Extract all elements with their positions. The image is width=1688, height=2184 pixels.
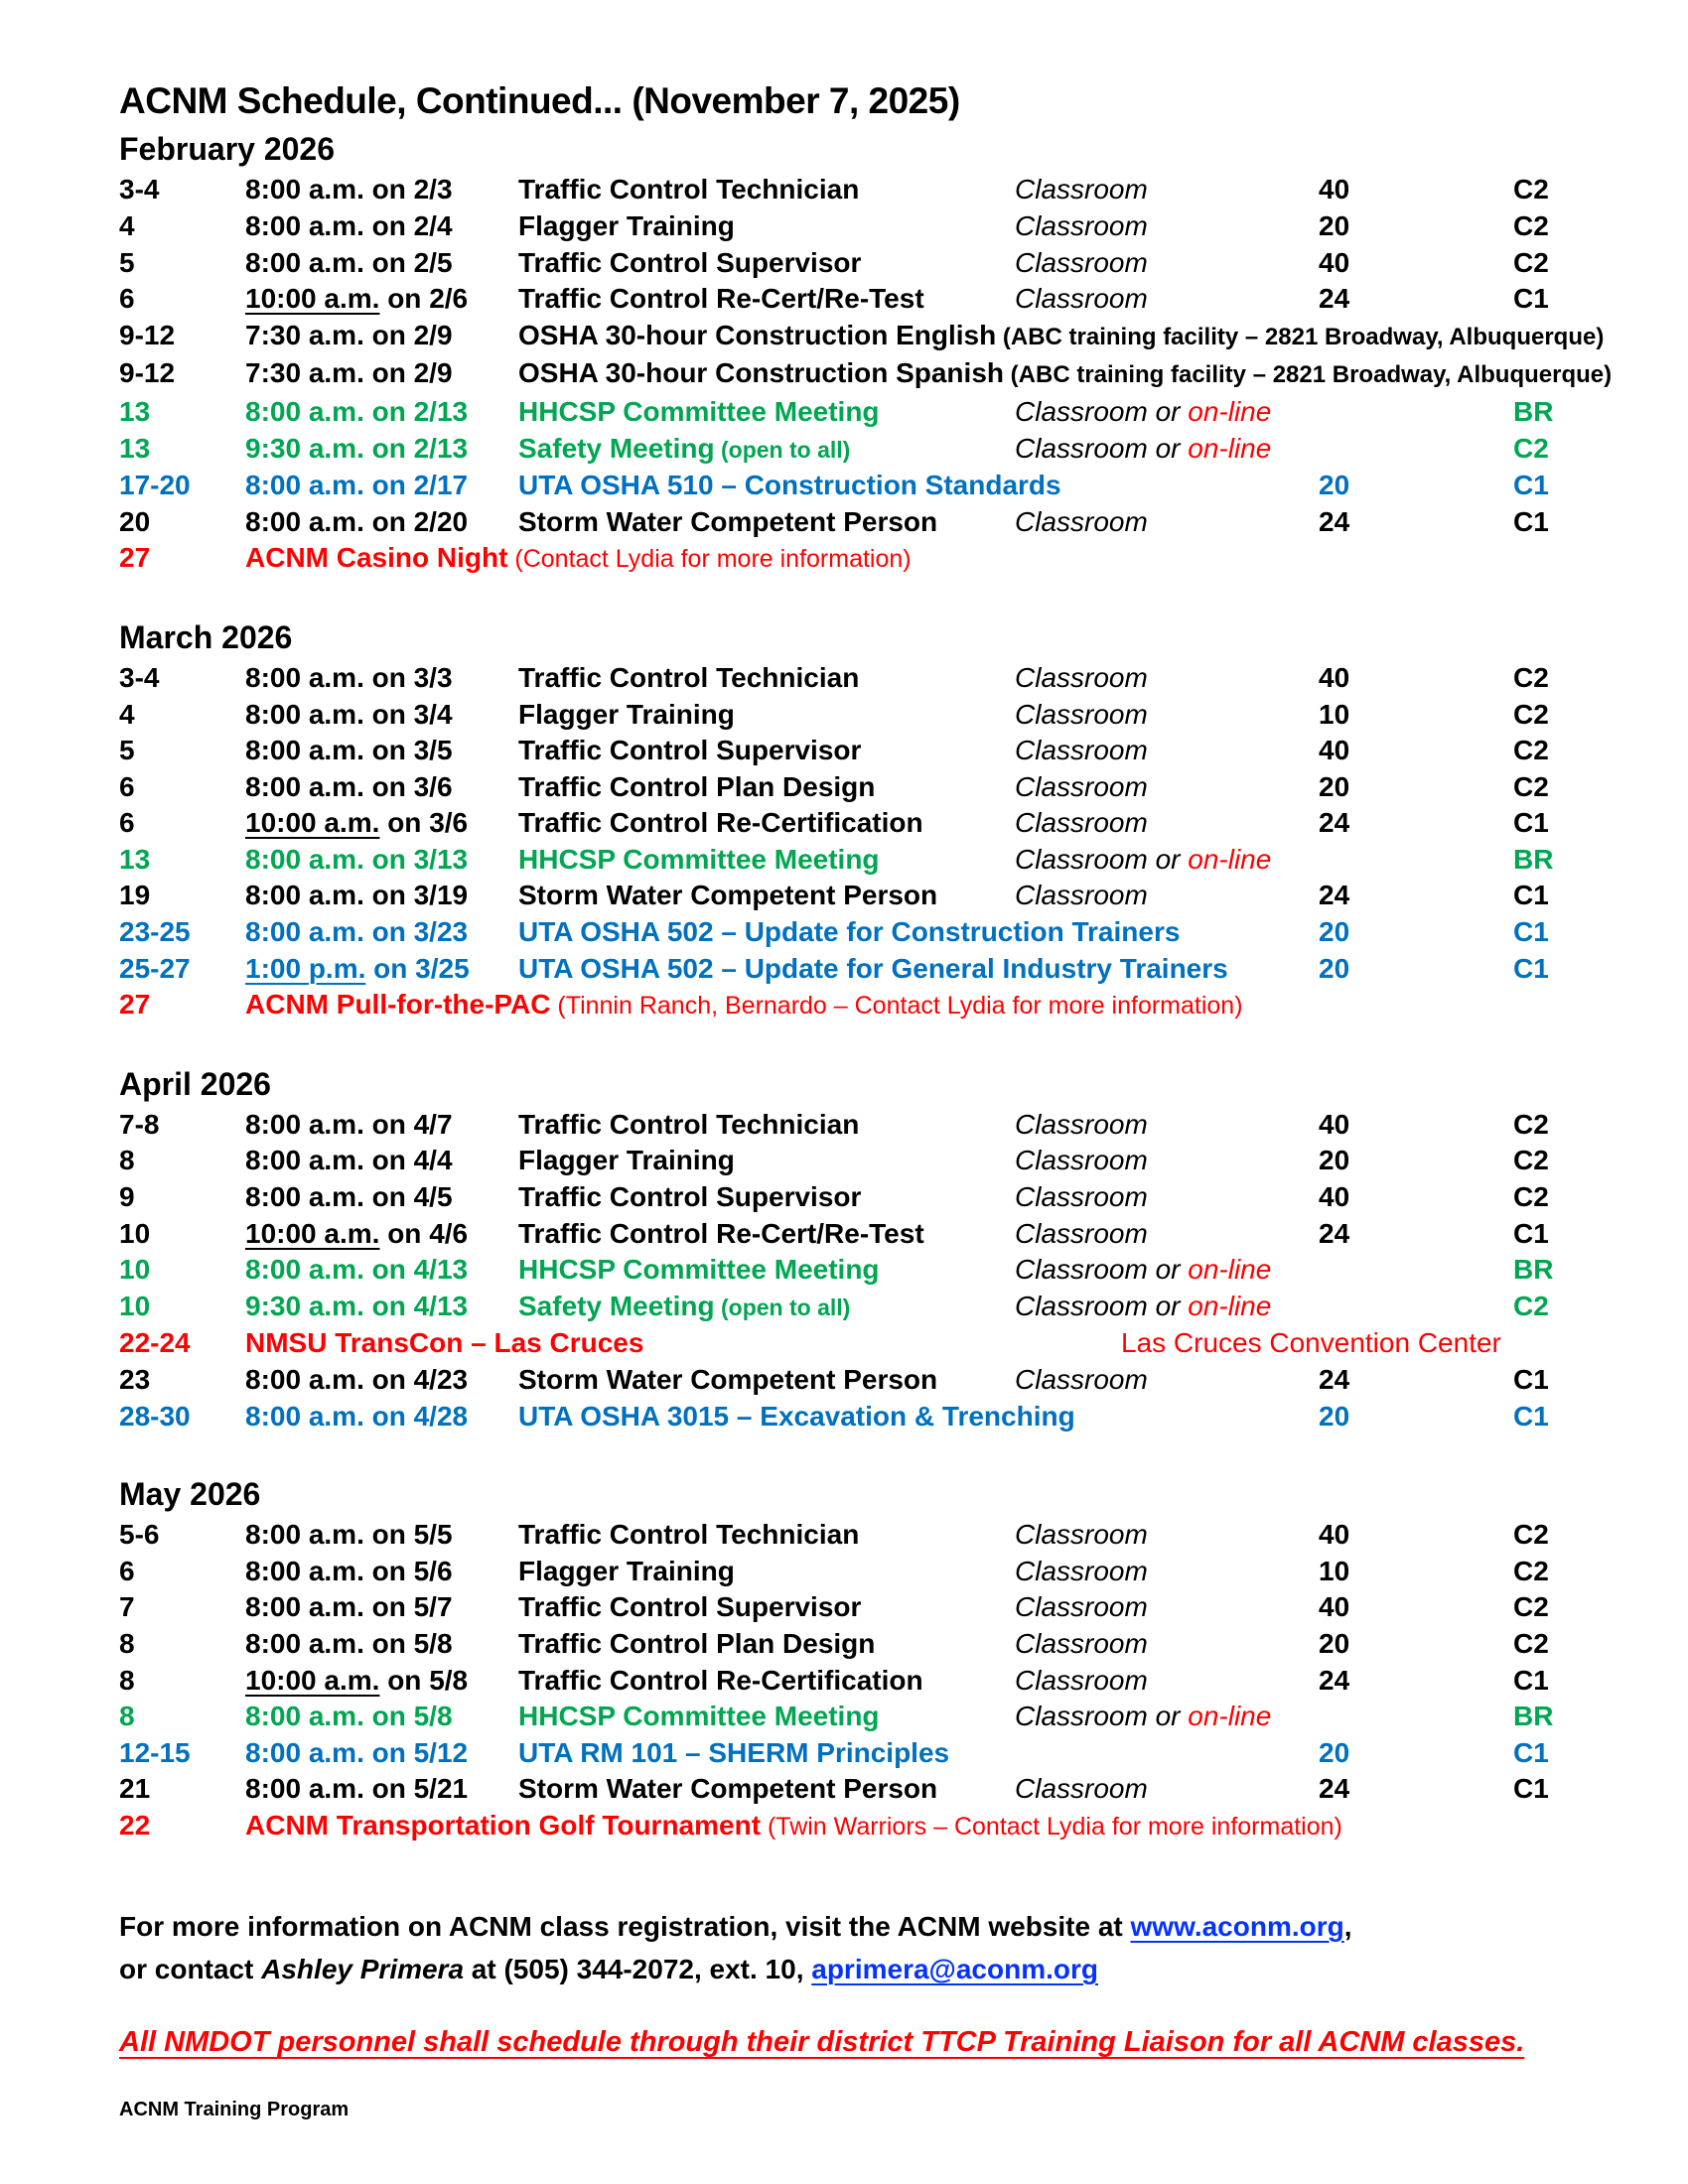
room-code-cell: BR	[1513, 1701, 1554, 1732]
seats-cell: 20	[1319, 1736, 1350, 1768]
time-cell: 8:00 a.m. on 2/17	[245, 470, 469, 501]
room-code-cell: C1	[1513, 1217, 1549, 1249]
course-name-cell: Traffic Control Re-Certification	[518, 807, 923, 839]
time-cell: 8:00 a.m. on 3/3	[245, 661, 453, 693]
underlined-time: 10:00 a.m.	[245, 807, 380, 839]
location-cell: Classroom or on-line	[1015, 843, 1272, 875]
time-cell: 8:00 a.m. on 2/20	[245, 505, 469, 537]
room-code-cell: C2	[1513, 1555, 1549, 1586]
schedule-row	[119, 914, 1569, 951]
location-cell: Classroom or on-line	[1015, 395, 1272, 427]
underlined-time: 10:00 a.m.	[245, 1217, 380, 1249]
schedule-row	[119, 769, 1569, 806]
date-cell: 25-27	[119, 952, 191, 984]
schedule-row	[119, 1589, 1569, 1626]
time-cell: 8:00 a.m. on 5/8	[245, 1701, 453, 1732]
date-cell: 13	[119, 843, 151, 875]
date-cell: 10	[119, 1290, 151, 1321]
info-line-2	[119, 1948, 1569, 1990]
date-cell: 4	[119, 209, 135, 241]
date-cell: 9-12	[119, 357, 176, 389]
event-note: (Twin Warriors – Contact Lydia for more information)	[761, 1812, 1342, 1841]
date-cell: 21	[119, 1773, 151, 1805]
page-title: ACNM Schedule, Continued... (November 7, 2025)	[119, 80, 960, 121]
seats-cell: 20	[1319, 470, 1350, 501]
seats-cell: 40	[1319, 735, 1350, 766]
online-label: on-line	[1188, 843, 1272, 875]
date-cell: 13	[119, 432, 151, 464]
time-cell: 10:00 a.m. on 4/6	[245, 1217, 469, 1249]
seats-cell: 10	[1319, 1555, 1350, 1586]
date-cell: 5	[119, 735, 135, 766]
location-cell: Classroom	[1015, 661, 1148, 693]
underlined-time: 10:00 a.m.	[245, 1664, 380, 1696]
contact-mid-text: at (505) 344-2072, ext. 10,	[464, 1953, 812, 1984]
time-cell: 8:00 a.m. on 4/23	[245, 1364, 469, 1396]
schedule-rows	[119, 660, 1569, 1024]
course-note: (ABC training facility – 2821 Broadway, Albuquerque)	[996, 323, 1605, 350]
time-cell: 10:00 a.m. on 3/6	[245, 807, 469, 839]
underlined-time: 10:00 a.m.	[245, 283, 380, 315]
location-cell: Classroom or on-line	[1015, 1290, 1272, 1321]
date-cell: 23	[119, 1364, 151, 1396]
course-name-cell: UTA OSHA 502 – Update for General Industry Trainers	[518, 952, 1228, 984]
month-section	[119, 617, 1569, 1024]
registration-info	[119, 1905, 1569, 1990]
course-name-cell: HHCSP Committee Meeting	[518, 1701, 880, 1732]
schedule-rows	[119, 1517, 1569, 1844]
event-row	[119, 540, 1569, 578]
online-label: on-line	[1188, 395, 1272, 427]
room-code-cell: C2	[1513, 770, 1549, 802]
date-cell: 9	[119, 1181, 135, 1213]
course-name-cell: Flagger Training	[518, 1145, 735, 1176]
location-cell: Classroom or on-line	[1015, 1701, 1272, 1732]
online-label: on-line	[1188, 432, 1272, 464]
info-line1-text: For more information on ACNM class registration, visit the ACNM website at	[119, 1910, 1131, 1942]
course-name-cell: Traffic Control Technician	[518, 174, 860, 205]
seats-cell: 24	[1319, 1773, 1350, 1805]
location-cell: Classroom	[1015, 283, 1148, 315]
course-name-cell: UTA OSHA 510 – Construction Standards	[518, 470, 1061, 501]
time-cell: 10:00 a.m. on 2/6	[245, 283, 469, 315]
course-name-cell: Safety Meeting (open to all)	[518, 432, 851, 464]
course-name-cell: OSHA 30-hour Construction English (ABC training facility – 2821 Broadway, Albuquerque)	[518, 319, 1605, 350]
schedule-row	[119, 208, 1569, 245]
room-code-cell: C2	[1513, 735, 1549, 766]
location-cell: Classroom	[1015, 1217, 1148, 1249]
time-cell: 8:00 a.m. on 5/7	[245, 1591, 453, 1623]
date-cell: 6	[119, 283, 135, 315]
room-code-cell: BR	[1513, 395, 1554, 427]
course-name-cell: Traffic Control Technician	[518, 661, 860, 693]
date-cell: 20	[119, 505, 151, 537]
room-code-cell: BR	[1513, 1254, 1554, 1286]
location-cell: Classroom	[1015, 1773, 1148, 1805]
nmdot-disclaimer: All NMDOT personnel shall schedule through their district TTCP Training Liaison for all ACNM classes.	[119, 2025, 1525, 2058]
schedule-row	[119, 1289, 1569, 1326]
time-cell: 8:00 a.m. on 2/5	[245, 246, 453, 278]
schedule-row	[119, 1362, 1569, 1399]
time-cell: 8:00 a.m. on 2/4	[245, 209, 453, 241]
course-name-cell: Traffic Control Technician	[518, 1519, 860, 1551]
course-name-cell: HHCSP Committee Meeting	[518, 843, 880, 875]
time-cell: 1:00 p.m. on 3/25	[245, 952, 470, 984]
location-cell: Classroom or on-line	[1015, 432, 1272, 464]
seats-cell: 20	[1319, 1627, 1350, 1659]
time-cell: 8:00 a.m. on 4/5	[245, 1181, 453, 1213]
time-cell: 8:00 a.m. on 3/5	[245, 735, 453, 766]
seats-cell: 40	[1319, 1519, 1350, 1551]
seats-cell: 40	[1319, 174, 1350, 205]
event-title-cell: ACNM Pull-for-the-PAC (Tinnin Ranch, Bernardo – Contact Lydia for more information)	[245, 989, 1243, 1021]
room-code-cell: C1	[1513, 1664, 1549, 1696]
course-name-cell: OSHA 30-hour Construction Spanish (ABC training facility – 2821 Broadway, Albuquerque)	[518, 357, 1613, 389]
seats-cell: 40	[1319, 246, 1350, 278]
event-row	[119, 987, 1569, 1024]
course-name-cell: Traffic Control Re-Certification	[518, 1664, 923, 1696]
room-code-cell: C2	[1513, 1627, 1549, 1659]
course-name-cell: Traffic Control Supervisor	[518, 246, 862, 278]
date-cell: 27	[119, 989, 151, 1021]
course-name-cell: Flagger Training	[518, 698, 735, 730]
event-note: (Contact Lydia for more information)	[507, 545, 912, 574]
course-name-cell: UTA RM 101 – SHERM Principles	[518, 1736, 950, 1768]
date-cell: 22-24	[119, 1327, 191, 1359]
course-name-cell: Storm Water Competent Person	[518, 1364, 938, 1396]
date-cell: 28-30	[119, 1400, 191, 1432]
info-line-1	[119, 1905, 1569, 1948]
date-cell: 4	[119, 698, 135, 730]
section-heading: April 2026	[119, 1065, 271, 1102]
seats-cell: 24	[1319, 505, 1350, 537]
schedule-sections	[119, 129, 1613, 1844]
location-cell: Classroom	[1015, 807, 1148, 839]
date-cell: 6	[119, 807, 135, 839]
month-section	[119, 129, 1613, 578]
room-code-cell: C2	[1513, 174, 1549, 205]
schedule-row	[119, 697, 1569, 734]
date-cell: 6	[119, 770, 135, 802]
time-cell: 8:00 a.m. on 3/4	[245, 698, 453, 730]
seats-cell: 20	[1319, 1400, 1350, 1432]
date-cell: 27	[119, 542, 151, 574]
room-code-cell: BR	[1513, 843, 1554, 875]
schedule-row	[119, 318, 1605, 356]
room-code-cell: C1	[1513, 916, 1549, 948]
time-cell: 8:00 a.m. on 2/13	[245, 395, 469, 427]
location-cell: Classroom	[1015, 505, 1148, 537]
location-cell: Classroom	[1015, 1591, 1148, 1623]
schedule-row	[119, 1179, 1569, 1216]
time-cell: 7:30 a.m. on 2/9	[245, 357, 453, 389]
time-cell: 8:00 a.m. on 4/4	[245, 1145, 453, 1176]
seats-cell: 40	[1319, 1181, 1350, 1213]
room-code-cell: C1	[1513, 1364, 1549, 1396]
month-section	[119, 1064, 1569, 1434]
location-cell: Classroom	[1015, 735, 1148, 766]
location-cell: Classroom	[1015, 1145, 1148, 1176]
location-cell: Classroom	[1015, 1664, 1148, 1696]
seats-cell: 20	[1319, 770, 1350, 802]
event-note: (Tinnin Ranch, Bernardo – Contact Lydia for more information)	[550, 992, 1243, 1021]
room-code-cell: C1	[1513, 807, 1549, 839]
room-code-cell: C2	[1513, 432, 1549, 464]
time-cell: 9:30 a.m. on 2/13	[245, 432, 469, 464]
course-name-cell: Traffic Control Plan Design	[518, 1627, 876, 1659]
time-cell: 8:00 a.m. on 3/13	[245, 843, 469, 875]
time-cell: 8:00 a.m. on 5/5	[245, 1519, 453, 1551]
event-venue-cell: Las Cruces Convention Center	[1121, 1327, 1501, 1359]
location-cell: Classroom	[1015, 209, 1148, 241]
room-code-cell: C2	[1513, 1145, 1549, 1176]
underlined-time: 1:00 p.m.	[245, 952, 366, 984]
event-title-cell: NMSU TransCon – Las Cruces	[245, 1327, 644, 1359]
seats-cell: 40	[1319, 1108, 1350, 1140]
course-name-cell: Safety Meeting (open to all)	[518, 1290, 851, 1321]
date-cell: 7	[119, 1591, 135, 1623]
location-cell: Classroom	[1015, 1181, 1148, 1213]
course-name-cell: HHCSP Committee Meeting	[518, 395, 880, 427]
schedule-row	[119, 733, 1569, 769]
date-cell: 8	[119, 1145, 135, 1176]
date-cell: 8	[119, 1627, 135, 1659]
schedule-row	[119, 1699, 1569, 1735]
online-label: on-line	[1188, 1290, 1272, 1321]
schedule-row	[119, 1517, 1569, 1554]
seats-cell: 24	[1319, 807, 1350, 839]
seats-cell: 40	[1319, 1591, 1350, 1623]
course-name-cell: Flagger Training	[518, 1555, 735, 1586]
event-row	[119, 1325, 1569, 1362]
course-name-cell: Traffic Control Supervisor	[518, 735, 862, 766]
schedule-row	[119, 1252, 1569, 1289]
location-cell: Classroom	[1015, 770, 1148, 802]
time-cell: 8:00 a.m. on 5/6	[245, 1555, 453, 1586]
time-cell: 8:00 a.m. on 3/23	[245, 916, 469, 948]
schedule-row	[119, 1216, 1569, 1253]
time-cell: 8:00 a.m. on 5/8	[245, 1627, 453, 1659]
schedule-row	[119, 172, 1569, 208]
course-name-cell: Traffic Control Technician	[518, 1108, 860, 1140]
schedule-row	[119, 878, 1569, 914]
location-cell: Classroom	[1015, 1627, 1148, 1659]
room-code-cell: C1	[1513, 1400, 1549, 1432]
schedule-row	[119, 355, 1613, 394]
date-cell: 8	[119, 1664, 135, 1696]
date-cell: 3-4	[119, 661, 160, 693]
seats-cell: 40	[1319, 661, 1350, 693]
event-title-cell: ACNM Casino Night (Contact Lydia for more information)	[245, 542, 912, 574]
room-code-cell: C2	[1513, 1181, 1549, 1213]
section-heading: May 2026	[119, 1476, 261, 1513]
course-note: (ABC training facility – 2821 Broadway, Albuquerque)	[1004, 361, 1613, 389]
time-cell: 8:00 a.m. on 5/12	[245, 1736, 469, 1768]
acnm-website-link[interactable]: www.aconm.org	[1130, 1910, 1344, 1942]
room-code-cell: C2	[1513, 1591, 1549, 1623]
seats-cell: 20	[1319, 1145, 1350, 1176]
course-name-cell: UTA OSHA 3015 – Excavation & Trenching	[518, 1400, 1075, 1432]
room-code-cell: C2	[1513, 1108, 1549, 1140]
date-cell: 7-8	[119, 1108, 160, 1140]
course-name-cell: Storm Water Competent Person	[518, 505, 938, 537]
section-heading: February 2026	[119, 131, 336, 168]
schedule-row	[119, 468, 1569, 504]
course-note: (open to all)	[714, 436, 851, 463]
course-name-cell: Traffic Control Plan Design	[518, 770, 876, 802]
date-cell: 13	[119, 395, 151, 427]
location-cell: Classroom	[1015, 1555, 1148, 1586]
course-name-cell: HHCSP Committee Meeting	[518, 1254, 880, 1286]
date-cell: 3-4	[119, 174, 160, 205]
room-code-cell: C1	[1513, 470, 1549, 501]
time-cell: 8:00 a.m. on 5/21	[245, 1773, 469, 1805]
date-cell: 5-6	[119, 1519, 160, 1551]
schedule-row	[119, 1735, 1569, 1772]
online-label: on-line	[1188, 1701, 1272, 1732]
date-cell: 19	[119, 880, 151, 911]
date-cell: 8	[119, 1701, 135, 1732]
online-label: on-line	[1188, 1254, 1272, 1286]
room-code-cell: C2	[1513, 1290, 1549, 1321]
time-cell: 8:00 a.m. on 4/7	[245, 1108, 453, 1140]
seats-cell: 24	[1319, 1217, 1350, 1249]
date-cell: 5	[119, 246, 135, 278]
course-name-cell: Traffic Control Supervisor	[518, 1181, 862, 1213]
course-name-cell: UTA OSHA 502 – Update for Construction Trainers	[518, 916, 1181, 948]
contact-name: Ashley Primera	[261, 1953, 465, 1984]
location-cell: Classroom	[1015, 880, 1148, 911]
schedule-rows	[119, 172, 1613, 578]
schedule-row	[119, 281, 1569, 318]
program-footer: ACNM Training Program	[119, 2098, 350, 2120]
seats-cell: 24	[1319, 283, 1350, 315]
time-cell: 7:30 a.m. on 2/9	[245, 319, 453, 350]
seats-cell: 10	[1319, 698, 1350, 730]
section-heading: March 2026	[119, 618, 293, 655]
room-code-cell: C1	[1513, 1736, 1549, 1768]
location-cell: Classroom or on-line	[1015, 1254, 1272, 1286]
room-code-cell: C2	[1513, 698, 1549, 730]
schedule-row	[119, 1143, 1569, 1179]
date-cell: 6	[119, 1555, 135, 1586]
schedule-row	[119, 1107, 1569, 1144]
course-name-cell: Traffic Control Re-Cert/Re-Test	[518, 1217, 924, 1249]
date-cell: 10	[119, 1217, 151, 1249]
event-title-cell: ACNM Transportation Golf Tournament (Twin Warriors – Contact Lydia for more information)	[245, 1809, 1342, 1841]
event-row	[119, 1808, 1569, 1845]
room-code-cell: C2	[1513, 1519, 1549, 1551]
room-code-cell: C1	[1513, 505, 1549, 537]
time-cell: 8:00 a.m. on 2/3	[245, 174, 453, 205]
schedule-row	[119, 431, 1569, 469]
location-cell: Classroom	[1015, 1364, 1148, 1396]
schedule-row	[119, 1771, 1569, 1808]
seats-cell: 24	[1319, 880, 1350, 911]
course-note: (open to all)	[714, 1294, 851, 1320]
location-cell: Classroom	[1015, 246, 1148, 278]
schedule-row	[119, 1399, 1569, 1435]
time-cell: 8:00 a.m. on 4/28	[245, 1400, 469, 1432]
seats-cell: 20	[1319, 916, 1350, 948]
schedule-rows	[119, 1107, 1569, 1434]
course-name-cell: Storm Water Competent Person	[518, 1773, 938, 1805]
schedule-row	[119, 842, 1569, 879]
time-cell: 9:30 a.m. on 4/13	[245, 1290, 469, 1321]
time-cell: 10:00 a.m. on 5/8	[245, 1664, 469, 1696]
date-cell: 23-25	[119, 916, 191, 948]
seats-cell: 20	[1319, 209, 1350, 241]
schedule-row	[119, 394, 1569, 431]
room-code-cell: C2	[1513, 661, 1549, 693]
location-cell: Classroom	[1015, 1519, 1148, 1551]
time-cell: 8:00 a.m. on 3/6	[245, 770, 453, 802]
schedule-row	[119, 951, 1569, 988]
contact-email-link[interactable]: aprimera@aconm.org	[811, 1953, 1098, 1984]
schedule-row	[119, 1554, 1569, 1590]
info-line1-suffix: ,	[1343, 1910, 1352, 1942]
month-section	[119, 1474, 1569, 1844]
location-cell: Classroom	[1015, 698, 1148, 730]
schedule-row	[119, 1663, 1569, 1700]
course-name-cell: Storm Water Competent Person	[518, 880, 938, 911]
location-cell: Classroom	[1015, 174, 1148, 205]
time-cell: 8:00 a.m. on 3/19	[245, 880, 469, 911]
course-name-cell: Traffic Control Re-Cert/Re-Test	[518, 283, 924, 315]
course-name-cell: Flagger Training	[518, 209, 735, 241]
course-name-cell: Traffic Control Supervisor	[518, 1591, 862, 1623]
seats-cell: 20	[1319, 952, 1350, 984]
room-code-cell: C1	[1513, 952, 1549, 984]
date-cell: 10	[119, 1254, 151, 1286]
date-cell: 22	[119, 1809, 151, 1841]
location-cell: Classroom	[1015, 1108, 1148, 1140]
date-cell: 17-20	[119, 470, 191, 501]
schedule-row	[119, 1626, 1569, 1663]
schedule-row	[119, 660, 1569, 697]
seats-cell: 24	[1319, 1664, 1350, 1696]
room-code-cell: C2	[1513, 209, 1549, 241]
date-cell: 12-15	[119, 1736, 191, 1768]
schedule-row	[119, 245, 1569, 282]
contact-prefix-text: or contact	[119, 1953, 262, 1984]
date-cell: 9-12	[119, 319, 176, 350]
time-cell: 8:00 a.m. on 4/13	[245, 1254, 469, 1286]
seats-cell: 24	[1319, 1364, 1350, 1396]
schedule-row	[119, 805, 1569, 842]
room-code-cell: C1	[1513, 1773, 1549, 1805]
room-code-cell: C2	[1513, 246, 1549, 278]
room-code-cell: C1	[1513, 880, 1549, 911]
schedule-row	[119, 504, 1569, 541]
room-code-cell: C1	[1513, 283, 1549, 315]
